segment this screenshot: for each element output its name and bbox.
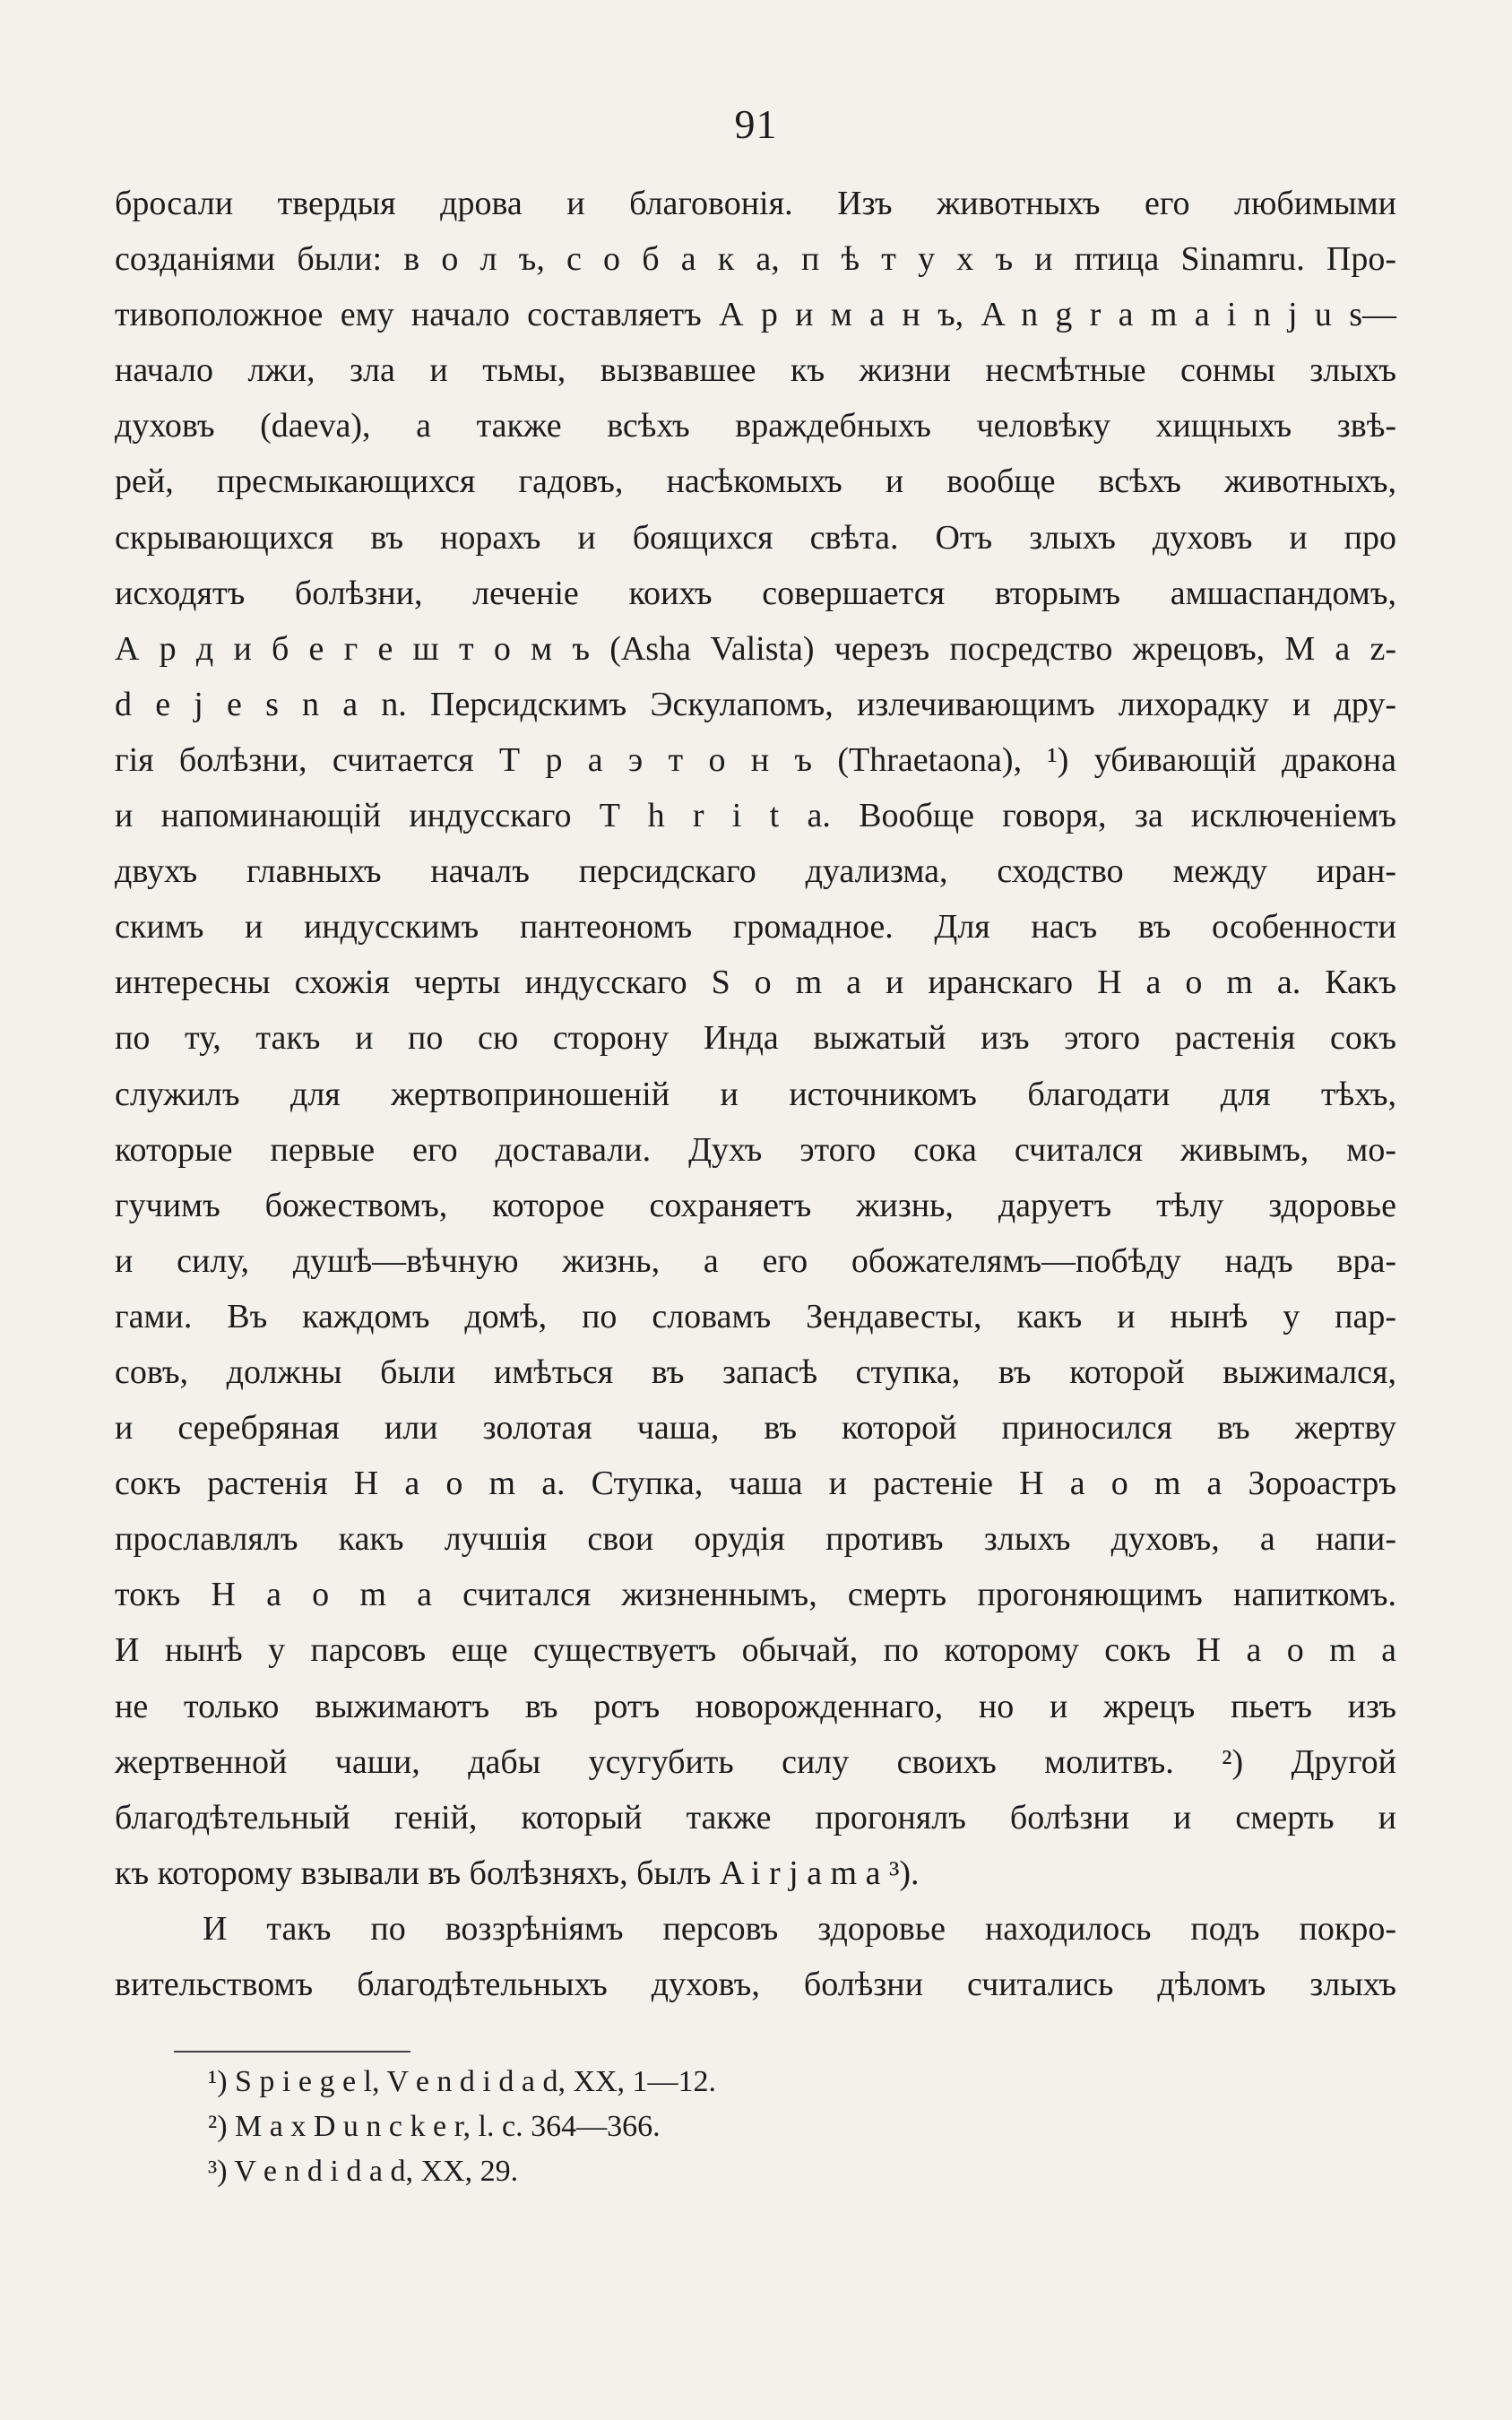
text-line: не только выжимаютъ въ ротъ новорожденнаго, но и жрецъ пьетъ изъ bbox=[115, 1687, 1396, 1725]
text-line: И такъ по воззрѣніямъ персовъ здоровье находилось подъ покро- bbox=[203, 1909, 1396, 1948]
footnote: ¹) S p i e g e l, V e n d i d a d, XX, 1—12. bbox=[208, 2065, 717, 2098]
text-line: скрывающихся въ норахъ и боящихся свѣта. Отъ злыхъ духовъ и про bbox=[115, 518, 1396, 557]
text-line: d e j e s n a n. Персидскимъ Эскулапомъ, излечивающимъ лихорадку и дру- bbox=[115, 685, 1396, 723]
text-line: И нынѣ у парсовъ еще существуетъ обычай, по которому сокъ H a o m a bbox=[115, 1631, 1396, 1670]
page-number: 91 bbox=[734, 101, 778, 147]
text-line: и серебряная или золотая чаша, въ которой приносился въ жертву bbox=[115, 1409, 1396, 1448]
text-line: и силу, душѣ—вѣчную жизнь, а его обожателямъ—побѣду надъ вра- bbox=[115, 1241, 1396, 1280]
footnote: ²) M a x D u n c k e r, l. c. 364—366. bbox=[208, 2110, 661, 2143]
text-line: по ту, такъ и по сю сторону Инда выжатый изъ этого растенія сокъ bbox=[115, 1019, 1396, 1058]
text-line: которые первые его доставали. Духъ этого сока считался живымъ, мо- bbox=[115, 1130, 1396, 1169]
text-line: и напоминающій индусскаго T h r i t a. Вообще говоря, за исключеніемъ bbox=[115, 797, 1396, 835]
text-line: благодѣтельный геній, который также прогонялъ болѣзни и смерть и bbox=[115, 1798, 1396, 1837]
footnote-divider bbox=[174, 2051, 410, 2053]
text-line: токъ H a o m a считался жизненнымъ, смерть прогоняющимъ напиткомъ. bbox=[115, 1576, 1396, 1614]
text-line: тивоположное ему начало составляетъ А р и м а н ъ, A n g r a m a i n j u s— bbox=[115, 296, 1396, 334]
text-line: начало лжи, зла и тьмы, вызвавшее къ жизни несмѣтные сонмы злыхъ bbox=[115, 351, 1396, 390]
footnotes bbox=[208, 2060, 1283, 2194]
text-line: А р д и б е г е ш т о м ъ (Asha Valista) черезъ посредство жрецовъ, M a z- bbox=[115, 629, 1396, 668]
text-line: служилъ для жертвоприношеній и источникомъ благодати для тѣхъ, bbox=[115, 1075, 1396, 1113]
text-line: рей, пресмыкающихся гадовъ, насѣкомыхъ и вообще всѣхъ животныхъ, bbox=[115, 462, 1396, 501]
body-text bbox=[115, 176, 1396, 2012]
text-line: бросали твердыя дрова и благовонія. Изъ животныхъ его любимыми bbox=[115, 185, 1396, 222]
text-line: прославлялъ какъ лучшія свои орудія противъ злыхъ духовъ, а напи- bbox=[115, 1520, 1396, 1559]
text-line: гучимъ божествомъ, которое сохраняетъ жизнь, даруетъ тѣлу здоровье bbox=[115, 1186, 1396, 1224]
text-line: сокъ растенія H a o m a. Ступка, чаша и растеніе H a o m a Зороастръ bbox=[115, 1465, 1396, 1503]
text-line: духовъ (daeva), а также всѣхъ враждебныхъ человѣку хищныхъ звѣ- bbox=[115, 407, 1396, 445]
footnote: ³) V e n d i d a d, XX, 29. bbox=[208, 2155, 519, 2188]
text-line: вительствомъ благодѣтельныхъ духовъ, болѣзни считались дѣломъ злыхъ bbox=[115, 1966, 1396, 2003]
text-line: гія болѣзни, считается Т р а э т о н ъ (Thraetaona), ¹) убивающій дракона bbox=[115, 740, 1396, 779]
text-line: совъ, должны были имѣться въ запасѣ ступка, въ которой выжимался, bbox=[115, 1353, 1396, 1391]
text-line: исходятъ болѣзни, леченіе коихъ совершается вторымъ амшаспандомъ, bbox=[115, 574, 1396, 612]
text-line: двухъ главныхъ началъ персидскаго дуализма, сходство между иран- bbox=[115, 852, 1396, 891]
text-line: созданіями были: в о л ъ, с о б а к а, п ѣ т у х ъ и птица Sinamru. Про- bbox=[115, 240, 1396, 279]
text-line: гами. Въ каждомъ домѣ, по словамъ Зендавесты, какъ и нынѣ у пар- bbox=[115, 1297, 1396, 1335]
text-line: жертвенной чаши, дабы усугубить силу своихъ молитвъ. ²) Другой bbox=[115, 1742, 1396, 1781]
text-line: къ которому взывали въ болѣзняхъ, былъ A i r j a m a ³). bbox=[115, 1854, 920, 1892]
text-line: интересны схожія черты индусскаго S o m a и иранскаго H a o m a. Какъ bbox=[115, 964, 1396, 1002]
text-line: скимъ и индусскимъ пантеономъ громадное. Для насъ въ особенности bbox=[115, 908, 1396, 946]
